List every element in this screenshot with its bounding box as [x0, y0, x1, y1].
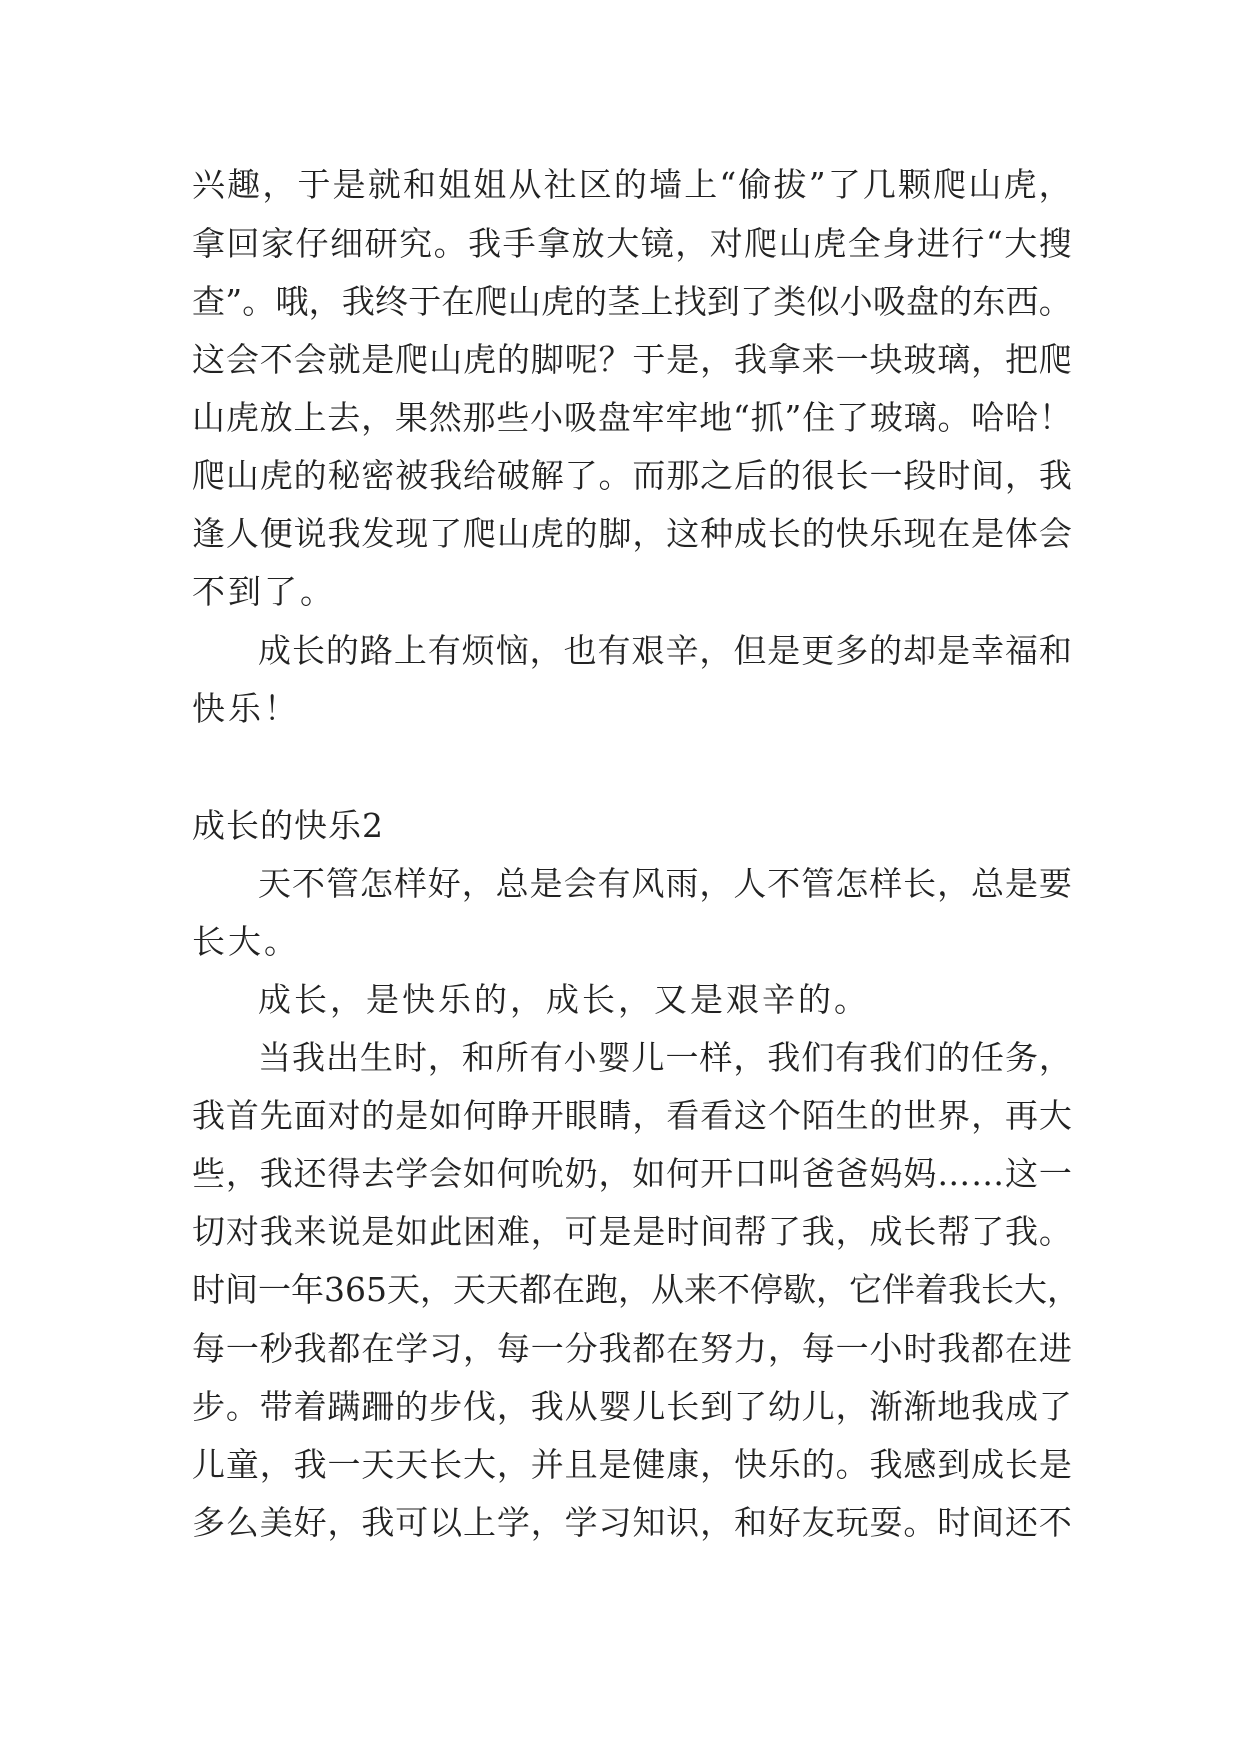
paragraph-line: 步 。 带 着 蹒 跚 的 步 伐 ， 我 从 婴 儿 长 到 了 幼 儿 ， 渐 渐 地 我 成 了 — [192, 1387, 1072, 1426]
paragraph-line: 快乐！ — [192, 689, 300, 728]
paragraph-line: 查 ” 。 哦 ， 我 终 于 在 爬 山 虎 的 茎 上 找 到 了 类 似 小 吸 盘 的 东 西 。 — [192, 282, 1072, 321]
paragraph-line: 长大。 — [192, 922, 300, 961]
section-heading: 成长的快乐2 — [192, 806, 384, 845]
paragraph-line: 天 不 管 怎 样 好 ， 总 是 会 有 风 雨 ， 人 不 管 怎 样 长 ， 总 是 要 — [258, 864, 1072, 903]
paragraph-line: 我 首 先 面 对 的 是 如 何 睁 开 眼 睛 ， 看 看 这 个 陌 生 的 世 界 ， 再 大 — [192, 1096, 1072, 1135]
paragraph-line: 儿 童 ， 我 一 天 天 长 大 ， 并 且 是 健 康 ， 快 乐 的 。 我 感 到 成 长 是 — [192, 1445, 1072, 1484]
paragraph-line: 些 ， 我 还 得 去 学 会 如 何 吮 奶 ， 如 何 开 口 叫 爸 爸 妈 妈 … … 这 一 — [192, 1154, 1072, 1193]
paragraph-line: 山 虎 放 上 去 ， 果 然 那 些 小 吸 盘 牢 牢 地 “ 抓 ” 住 了 玻 璃 。 哈 哈 ！ — [192, 398, 1072, 437]
paragraph-line: 兴 趣 ， 于 是 就 和 姐 姐 从 社 区 的 墙 上 “ 偷 拔 ” 了 几 颗 爬 山 虎 ， — [192, 165, 1072, 204]
paragraph-line: 当 我 出 生 时 ， 和 所 有 小 婴 儿 一 样 ， 我 们 有 我 们 的 任 务 ， — [258, 1038, 1072, 1077]
paragraph-line: 这 会 不 会 就 是 爬 山 虎 的 脚 呢 ？ 于 是 ， 我 拿 来 一 块 玻 璃 ， 把 爬 — [192, 340, 1072, 379]
paragraph-line: 每 一 秒 我 都 在 学 习 ， 每 一 分 我 都 在 努 力 ， 每 一 小 时 我 都 在 进 — [192, 1329, 1072, 1368]
paragraph-line: 不到了。 — [192, 572, 336, 611]
paragraph-line: 切 对 我 来 说 是 如 此 困 难 ， 可 是 是 时 间 帮 了 我 ， 成 长 帮 了 我 。 — [192, 1212, 1072, 1251]
paragraph-line: 爬 山 虎 的 秘 密 被 我 给 破 解 了 。 而 那 之 后 的 很 长 一 段 时 间 ， 我 — [192, 456, 1072, 495]
paragraph-line: 拿 回 家 仔 细 研 究 。 我 手 拿 放 大 镜 ， 对 爬 山 虎 全 身 进 行 “ 大 搜 — [192, 224, 1072, 263]
paragraph-line: 逢 人 便 说 我 发 现 了 爬 山 虎 的 脚 ， 这 种 成 长 的 快 乐 现 在 是 体 会 — [192, 514, 1072, 553]
paragraph-line: 成 长 的 路 上 有 烦 恼 ， 也 有 艰 辛 ， 但 是 更 多 的 却 是 幸 福 和 — [258, 631, 1072, 670]
paragraph-line: 时 间 一 年 365 天 ， 天 天 都 在 跑 ， 从 来 不 停 歇 ， 它 伴 着 我 长 大 ， — [192, 1270, 1080, 1309]
paragraph-line: 成长，是快乐的，成长，又是艰辛的。 — [258, 980, 870, 1019]
paragraph-line: 多 么 美 好 ， 我 可 以 上 学 ， 学 习 知 识 ， 和 好 友 玩 耍 。 时 间 还 不 — [192, 1503, 1072, 1542]
